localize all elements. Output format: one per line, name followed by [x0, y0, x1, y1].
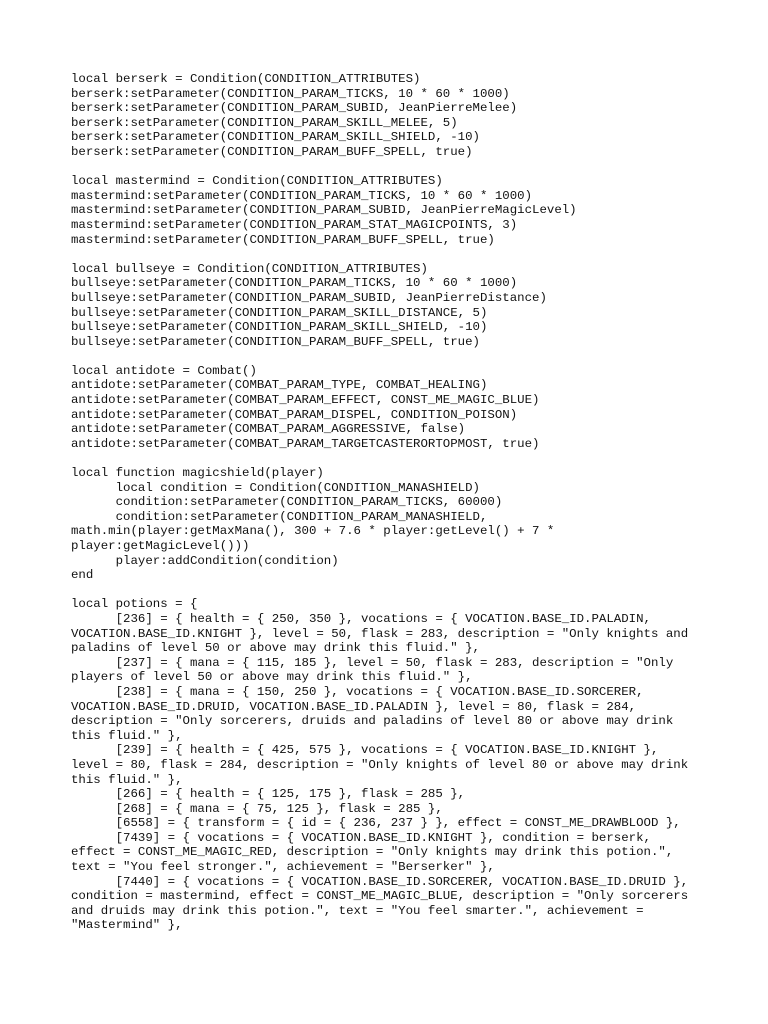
- code-line: condition:setParameter(CONDITION_PARAM_TICKS, 60000): [71, 495, 503, 510]
- code-line: [6558] = { transform = { id = { 236, 237 } }, effect = CONST_ME_DRAWBLOOD },: [71, 816, 681, 831]
- code-line: local antidote = Combat(): [71, 363, 257, 378]
- code-line: player:addCondition(condition): [71, 553, 339, 568]
- code-line: berserk:setParameter(CONDITION_PARAM_BUFF_SPELL, true): [71, 144, 473, 159]
- code-line: bullseye:setParameter(CONDITION_PARAM_BUFF_SPELL, true): [71, 334, 480, 349]
- code-line: math.min(player:getMaxMana(), 300 + 7.6 * player:getLevel() + 7 *: [71, 524, 555, 539]
- code-line: paladins of level 50 or above may drink this fluid." },: [71, 641, 480, 656]
- code-line: [266] = { health = { 125, 175 }, flask = 285 },: [71, 787, 466, 802]
- code-line: description = "Only sorcerers, druids and paladins of level 80 or above may drink: [71, 714, 674, 729]
- code-line: antidote:setParameter(COMBAT_PARAM_EFFECT, CONST_ME_MAGIC_BLUE): [71, 393, 540, 408]
- blank-line: [71, 160, 711, 175]
- code-line: [236] = { health = { 250, 350 }, vocations = { VOCATION.BASE_ID.PALADIN,: [71, 611, 651, 626]
- code-line: berserk:setParameter(CONDITION_PARAM_TICKS, 10 * 60 * 1000): [71, 86, 510, 101]
- code-line: bullseye:setParameter(CONDITION_PARAM_SKILL_DISTANCE, 5): [71, 305, 488, 320]
- code-listing: [71, 72, 711, 933]
- code-line: text = "You feel stronger.", achievement = "Berserker" },: [71, 860, 495, 875]
- code-line: berserk:setParameter(CONDITION_PARAM_SKILL_SHIELD, -10): [71, 130, 480, 145]
- code-line: mastermind:setParameter(CONDITION_PARAM_BUFF_SPELL, true): [71, 232, 495, 247]
- code-line: [237] = { mana = { 115, 185 }, level = 50, flask = 283, description = "Only: [71, 655, 674, 670]
- code-line: local berserk = Condition(CONDITION_ATTRIBUTES): [71, 72, 421, 86]
- code-line: [7440] = { vocations = { VOCATION.BASE_ID.SORCERER, VOCATION.BASE_ID.DRUID },: [71, 874, 689, 889]
- code-line: berserk:setParameter(CONDITION_PARAM_SUBID, JeanPierreMelee): [71, 101, 518, 116]
- code-line: and druids may drink this potion.", text = "You feel smarter.", achievement =: [71, 903, 644, 918]
- code-line: "Mastermind" },: [71, 918, 183, 933]
- code-line: [238] = { mana = { 150, 250 }, vocations = { VOCATION.BASE_ID.SORCERER,: [71, 684, 644, 699]
- blank-line: [71, 451, 711, 466]
- code-line: effect = CONST_ME_MAGIC_RED, description = "Only knights may drink this potion.",: [71, 845, 674, 860]
- blank-line: [71, 349, 711, 364]
- code-line: local mastermind = Condition(CONDITION_ATTRIBUTES): [71, 174, 443, 189]
- code-line: player:getMagicLevel())): [71, 539, 250, 553]
- code-line: players of level 50 or above may drink this fluid." },: [71, 670, 473, 685]
- code-line: VOCATION.BASE_ID.KNIGHT }, level = 50, flask = 283, description = "Only knights and: [71, 626, 689, 641]
- code-line: [268] = { mana = { 75, 125 }, flask = 285 },: [71, 801, 443, 816]
- code-line: mastermind:setParameter(CONDITION_PARAM_TICKS, 10 * 60 * 1000): [71, 188, 533, 203]
- code-line: local condition = Condition(CONDITION_MANASHIELD): [71, 480, 480, 495]
- code-line: mastermind:setParameter(CONDITION_PARAM_SUBID, JeanPierreMagicLevel): [71, 203, 577, 218]
- code-line: bullseye:setParameter(CONDITION_PARAM_SKILL_SHIELD, -10): [71, 320, 488, 335]
- code-line: antidote:setParameter(COMBAT_PARAM_AGGRESSIVE, false): [71, 422, 466, 437]
- code-line: bullseye:setParameter(CONDITION_PARAM_SUBID, JeanPierreDistance): [71, 290, 547, 305]
- code-line: bullseye:setParameter(CONDITION_PARAM_TICKS, 10 * 60 * 1000): [71, 276, 518, 291]
- code-line: condition:setParameter(CONDITION_PARAM_MANASHIELD,: [71, 509, 488, 524]
- code-line: antidote:setParameter(COMBAT_PARAM_TARGETCASTERORTOPMOST, true): [71, 436, 540, 451]
- code-line: antidote:setParameter(COMBAT_PARAM_TYPE, COMBAT_HEALING): [71, 378, 488, 393]
- code-line: this fluid." },: [71, 728, 183, 743]
- code-line: level = 80, flask = 284, description = "Only knights of level 80 or above may drink: [71, 757, 689, 772]
- code-line: this fluid." },: [71, 772, 183, 787]
- code-line: condition = mastermind, effect = CONST_ME_MAGIC_BLUE, description = "Only sorcerers: [71, 889, 689, 904]
- blank-line: [71, 247, 711, 262]
- code-line: end: [71, 568, 94, 583]
- code-line: local function magicshield(player): [71, 466, 324, 481]
- code-line: local bullseye = Condition(CONDITION_ATTRIBUTES): [71, 261, 428, 276]
- code-line: VOCATION.BASE_ID.DRUID, VOCATION.BASE_ID.PALADIN }, level = 80, flask = 284,: [71, 699, 637, 714]
- code-line: mastermind:setParameter(CONDITION_PARAM_STAT_MAGICPOINTS, 3): [71, 217, 518, 232]
- blank-line: [71, 583, 711, 598]
- code-line: berserk:setParameter(CONDITION_PARAM_SKILL_MELEE, 5): [71, 115, 458, 130]
- code-line: [239] = { health = { 425, 575 }, vocations = { VOCATION.BASE_ID.KNIGHT },: [71, 743, 659, 758]
- code-line: antidote:setParameter(COMBAT_PARAM_DISPEL, CONDITION_POISON): [71, 407, 518, 422]
- code-line: local potions = {: [71, 597, 198, 612]
- code-line: [7439] = { vocations = { VOCATION.BASE_ID.KNIGHT }, condition = berserk,: [71, 830, 651, 845]
